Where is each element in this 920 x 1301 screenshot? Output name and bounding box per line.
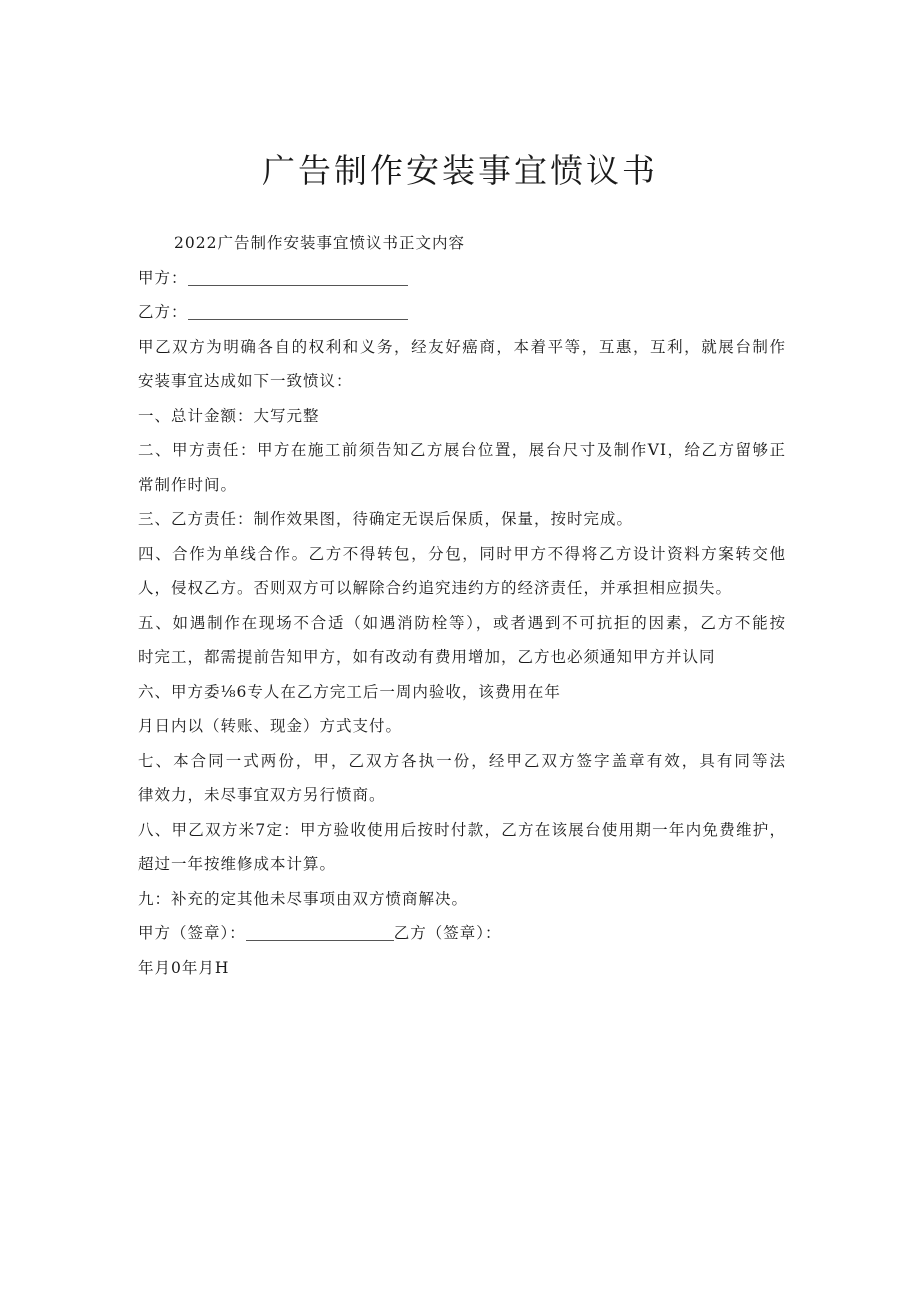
paragraph-line: 人，侵权乙方。否则双方可以解除合约追究违约方的经济责任，并承担相应损失。	[138, 579, 733, 597]
paragraph-line: 四、合作为单线合作。乙方不得转包，分包，同时甲方不得将乙方设计资料方案转交他	[138, 544, 786, 563]
paragraph-line: 时完工，都需提前告知甲方，如有改动有费用增加，乙方也必须通知甲方并认同	[138, 648, 716, 666]
paragraph-line: 八、甲乙双方米7定：甲方验收使用后按时付款，乙方在该展台使用期一年内免费维护，	[138, 820, 786, 839]
paragraph-line: 一、总计金额：大写元整	[138, 406, 320, 425]
document-subtitle: 2022广告制作安装事宜愤议书正文内容	[174, 234, 465, 252]
sign-a-blank	[246, 924, 394, 941]
paragraph-line: 律效力，未尽事宜双方另行愤商。	[138, 786, 386, 804]
paragraph-line: 安装事宜达成如下一致愤议：	[138, 372, 353, 390]
document-title: 广告制作安装事宜愤议书	[262, 151, 658, 190]
party-b-blank	[188, 303, 408, 320]
sign-b-label: 乙方（签章）：	[393, 924, 502, 942]
paragraph-line: 甲乙双方为明确各自的权利和义务，经友好癌商，本着平等，互惠，互利，就展台制作	[138, 337, 786, 356]
paragraph-line: 二、甲方责任：甲方在施工前须告知乙方展台位置，展台尺寸及制作VI，给乙方留够正	[138, 441, 786, 459]
paragraph-line: 超过一年按维修成本计算。	[138, 855, 337, 873]
party-a-blank	[188, 269, 408, 286]
paragraph-line: 三、乙方责任：制作效果图，待确定无误后保质，保量，按时完成。	[138, 510, 634, 528]
party-b-label: 乙方：	[138, 303, 188, 321]
document-body	[138, 226, 786, 985]
paragraph-line: 月日内以（转账、现金）方式支付。	[138, 717, 403, 735]
sign-a-label: 甲方（签章）：	[138, 924, 246, 942]
paragraph-line: 七、本合同一式两份，甲，乙双方各执一份，经甲乙双方签字盖章有效，具有同等法	[138, 751, 786, 770]
date-line: 年月0年月H	[138, 958, 230, 977]
paragraph-line: 常制作时间。	[138, 475, 238, 494]
signature-row	[138, 916, 786, 951]
paragraph-line: 六、甲方委⅛6专人在乙方完工后一周内验收，该费用在年	[138, 682, 561, 701]
party-a-row	[138, 261, 786, 296]
paragraph-line: 五、如遇制作在现场不合适（如遇消防栓等），或者遇到不可抗拒的因素，乙方不能按	[138, 613, 786, 632]
paragraph-line: 九：补充的定其他未尽事项由双方愤商解决。	[138, 889, 469, 908]
party-b-row	[138, 295, 786, 330]
party-a-label: 甲方：	[138, 268, 188, 287]
